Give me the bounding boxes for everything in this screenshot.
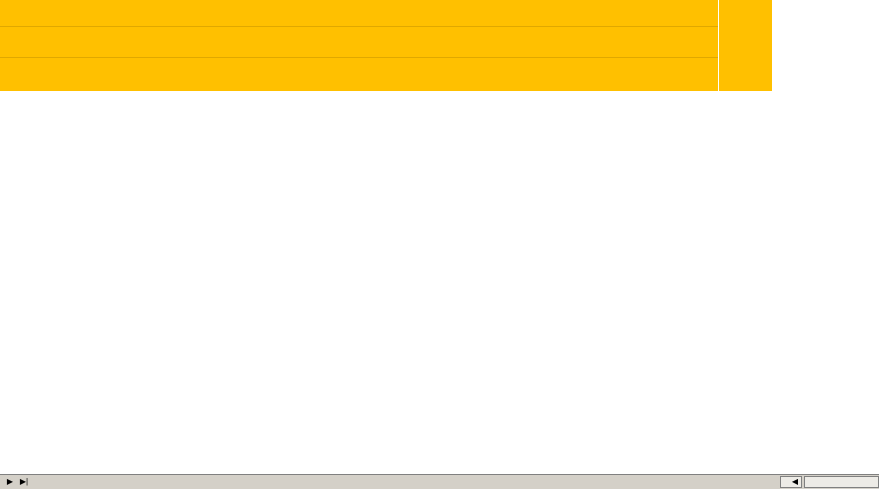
horizontal-scrollbar[interactable] [804,476,879,488]
score-value [772,0,879,91]
first-sheet-icon[interactable]: ▶ [6,477,14,486]
header-info-area [0,0,718,91]
category-row[interactable] [0,0,718,27]
outlet-row[interactable] [0,26,718,58]
last-sheet-icon[interactable]: ▶| [19,477,29,486]
score-label [718,0,772,91]
scroll-left-icon[interactable]: ◀ [791,477,799,486]
date-time-row[interactable] [0,57,718,91]
header-block [0,0,879,91]
sheet-tab-bar [0,474,879,489]
